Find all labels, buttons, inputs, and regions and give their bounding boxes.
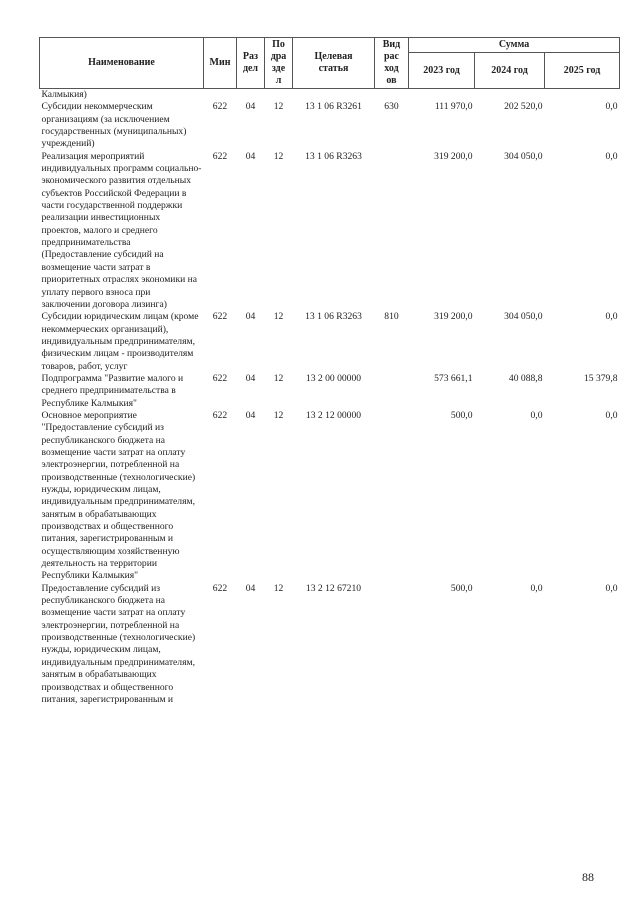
cell-2023 bbox=[409, 89, 475, 102]
cell-min: 622 bbox=[212, 101, 228, 113]
cell-target: 13 2 12 67210 bbox=[305, 582, 362, 594]
cell-vid bbox=[375, 151, 409, 311]
cell-2024: 0,0 bbox=[530, 582, 543, 594]
cell-2025: 0,0 bbox=[605, 409, 618, 421]
cell-2024: 40 088,8 bbox=[508, 372, 543, 384]
cell-vid bbox=[375, 583, 409, 706]
cell-vid bbox=[375, 373, 409, 410]
cell-vid bbox=[375, 89, 409, 102]
table-header bbox=[40, 38, 620, 89]
cell-2025: 0,0 bbox=[605, 311, 618, 323]
cell-podrazdel: 12 bbox=[273, 311, 284, 323]
cell-target bbox=[293, 89, 375, 102]
header-target: Целевая статья bbox=[293, 38, 375, 89]
cell-razdel bbox=[237, 89, 265, 102]
cell-2024 bbox=[475, 89, 545, 102]
table-row bbox=[40, 89, 620, 102]
cell-name: Основное мероприятие "Предоставление субсидий из республиканского бюджета на возмещение части затрат на оплату электроэнергии, потребленной на производственные (технологические) нужды, юридическим лицам, индивидуальным предпринимателям, занятым в обрабатывающих производствах и общественного питания, зарегистрированным и осуществляющим хозяйственную деятельность на территории Республики Калмыкия" bbox=[41, 409, 196, 582]
cell-min: 622 bbox=[212, 372, 228, 384]
cell-podrazdel: 12 bbox=[273, 582, 284, 594]
cell-2024: 304 050,0 bbox=[504, 150, 543, 162]
cell-2024: 0,0 bbox=[530, 409, 543, 421]
cell-min: 622 bbox=[212, 582, 228, 594]
header-summa: Сумма bbox=[409, 38, 620, 53]
cell-name: Субсидии некоммерческим организациям (за исключением государственных (муниципальных) учреждений) bbox=[41, 101, 187, 150]
cell-podrazdel: 12 bbox=[273, 372, 284, 384]
cell-vid: 810 bbox=[384, 311, 399, 323]
cell-2023: 319 200,0 bbox=[434, 311, 473, 323]
table-body bbox=[40, 89, 620, 707]
cell-2023: 500,0 bbox=[450, 409, 473, 421]
cell-min: 622 bbox=[212, 409, 228, 421]
header-podrazdel: По дра зде л bbox=[265, 38, 293, 89]
cell-2024: 304 050,0 bbox=[504, 311, 543, 323]
table-row bbox=[40, 373, 620, 410]
table-row bbox=[40, 410, 620, 583]
cell-vid: 630 bbox=[384, 101, 399, 113]
cell-2025: 15 379,8 bbox=[583, 372, 618, 384]
table-row bbox=[40, 583, 620, 706]
cell-razdel: 04 bbox=[245, 311, 256, 323]
cell-podrazdel: 12 bbox=[273, 409, 284, 421]
cell-podrazdel: 12 bbox=[273, 150, 284, 162]
cell-podrazdel: 12 bbox=[273, 101, 284, 113]
cell-2025: 0,0 bbox=[605, 150, 618, 162]
table-row bbox=[40, 101, 620, 150]
cell-2023: 111 970,0 bbox=[434, 101, 473, 113]
cell-name: Субсидии юридическим лицам (кроме некоммерческих организаций), индивидуальным предпринимателям, физическим лицам - производителям товаров, работ, услуг bbox=[41, 311, 199, 372]
cell-target: 13 1 06 R3261 bbox=[305, 101, 362, 113]
cell-target: 13 1 06 R3263 bbox=[305, 311, 362, 323]
cell-vid bbox=[375, 410, 409, 583]
header-2025: 2025 год bbox=[545, 53, 620, 89]
cell-2023: 500,0 bbox=[450, 582, 473, 594]
header-2023: 2023 год bbox=[409, 53, 475, 89]
header-min: Мин bbox=[204, 38, 237, 89]
cell-podrazdel bbox=[265, 89, 293, 102]
header-2024: 2024 год bbox=[475, 53, 545, 89]
table-row bbox=[40, 311, 620, 373]
cell-min: 622 bbox=[212, 311, 228, 323]
cell-razdel: 04 bbox=[245, 409, 256, 421]
cell-2023: 573 661,1 bbox=[434, 372, 473, 384]
cell-razdel: 04 bbox=[245, 372, 256, 384]
cell-2024: 202 520,0 bbox=[504, 101, 543, 113]
header-vid: Вид рас ход ов bbox=[375, 38, 409, 89]
cell-razdel: 04 bbox=[245, 150, 256, 162]
page-number: 88 bbox=[582, 870, 594, 884]
cell-2023: 319 200,0 bbox=[434, 150, 473, 162]
cell-2025: 0,0 bbox=[605, 582, 618, 594]
cell-name: Реализация мероприятий индивидуальных программ социально-экономического развития отдельных субъектов Российской Федерации в части государственной поддержки реализации инвестиционных проектов, малого и среднего предпринимательства (Предоставление субсидий на возмещение части затрат в приоритетных отраслях экономики на уплату первого взноса при заключении договора лизинга) bbox=[41, 150, 202, 310]
cell-2025: 0,0 bbox=[605, 101, 618, 113]
budget-table bbox=[39, 37, 620, 706]
cell-min: 622 bbox=[212, 150, 228, 162]
cell-name: Предоставление субсидий из республиканского бюджета на возмещение части затрат на оплату электроэнергии, потребленной на производственные (технологические) нужды, юридическим лицам, индивидуальным предпринимателям, занятым в обрабатывающих производствах и общественного питания, зарегистрированным и bbox=[41, 582, 196, 705]
cell-min bbox=[204, 89, 237, 102]
cell-name: Калмыкия) bbox=[41, 89, 87, 100]
cell-target: 13 2 00 00000 bbox=[305, 372, 362, 384]
cell-2025 bbox=[545, 89, 620, 102]
cell-razdel: 04 bbox=[245, 101, 256, 113]
table-row bbox=[40, 151, 620, 311]
cell-target: 13 2 12 00000 bbox=[305, 409, 362, 421]
cell-target: 13 1 06 R3263 bbox=[305, 150, 362, 162]
header-name: Наименование bbox=[40, 38, 204, 89]
cell-name: Подпрограмма "Развитие малого и среднего предпринимательства в Республике Калмыкия" bbox=[41, 372, 184, 409]
cell-razdel: 04 bbox=[245, 582, 256, 594]
header-razdel: Раз дел bbox=[237, 38, 265, 89]
